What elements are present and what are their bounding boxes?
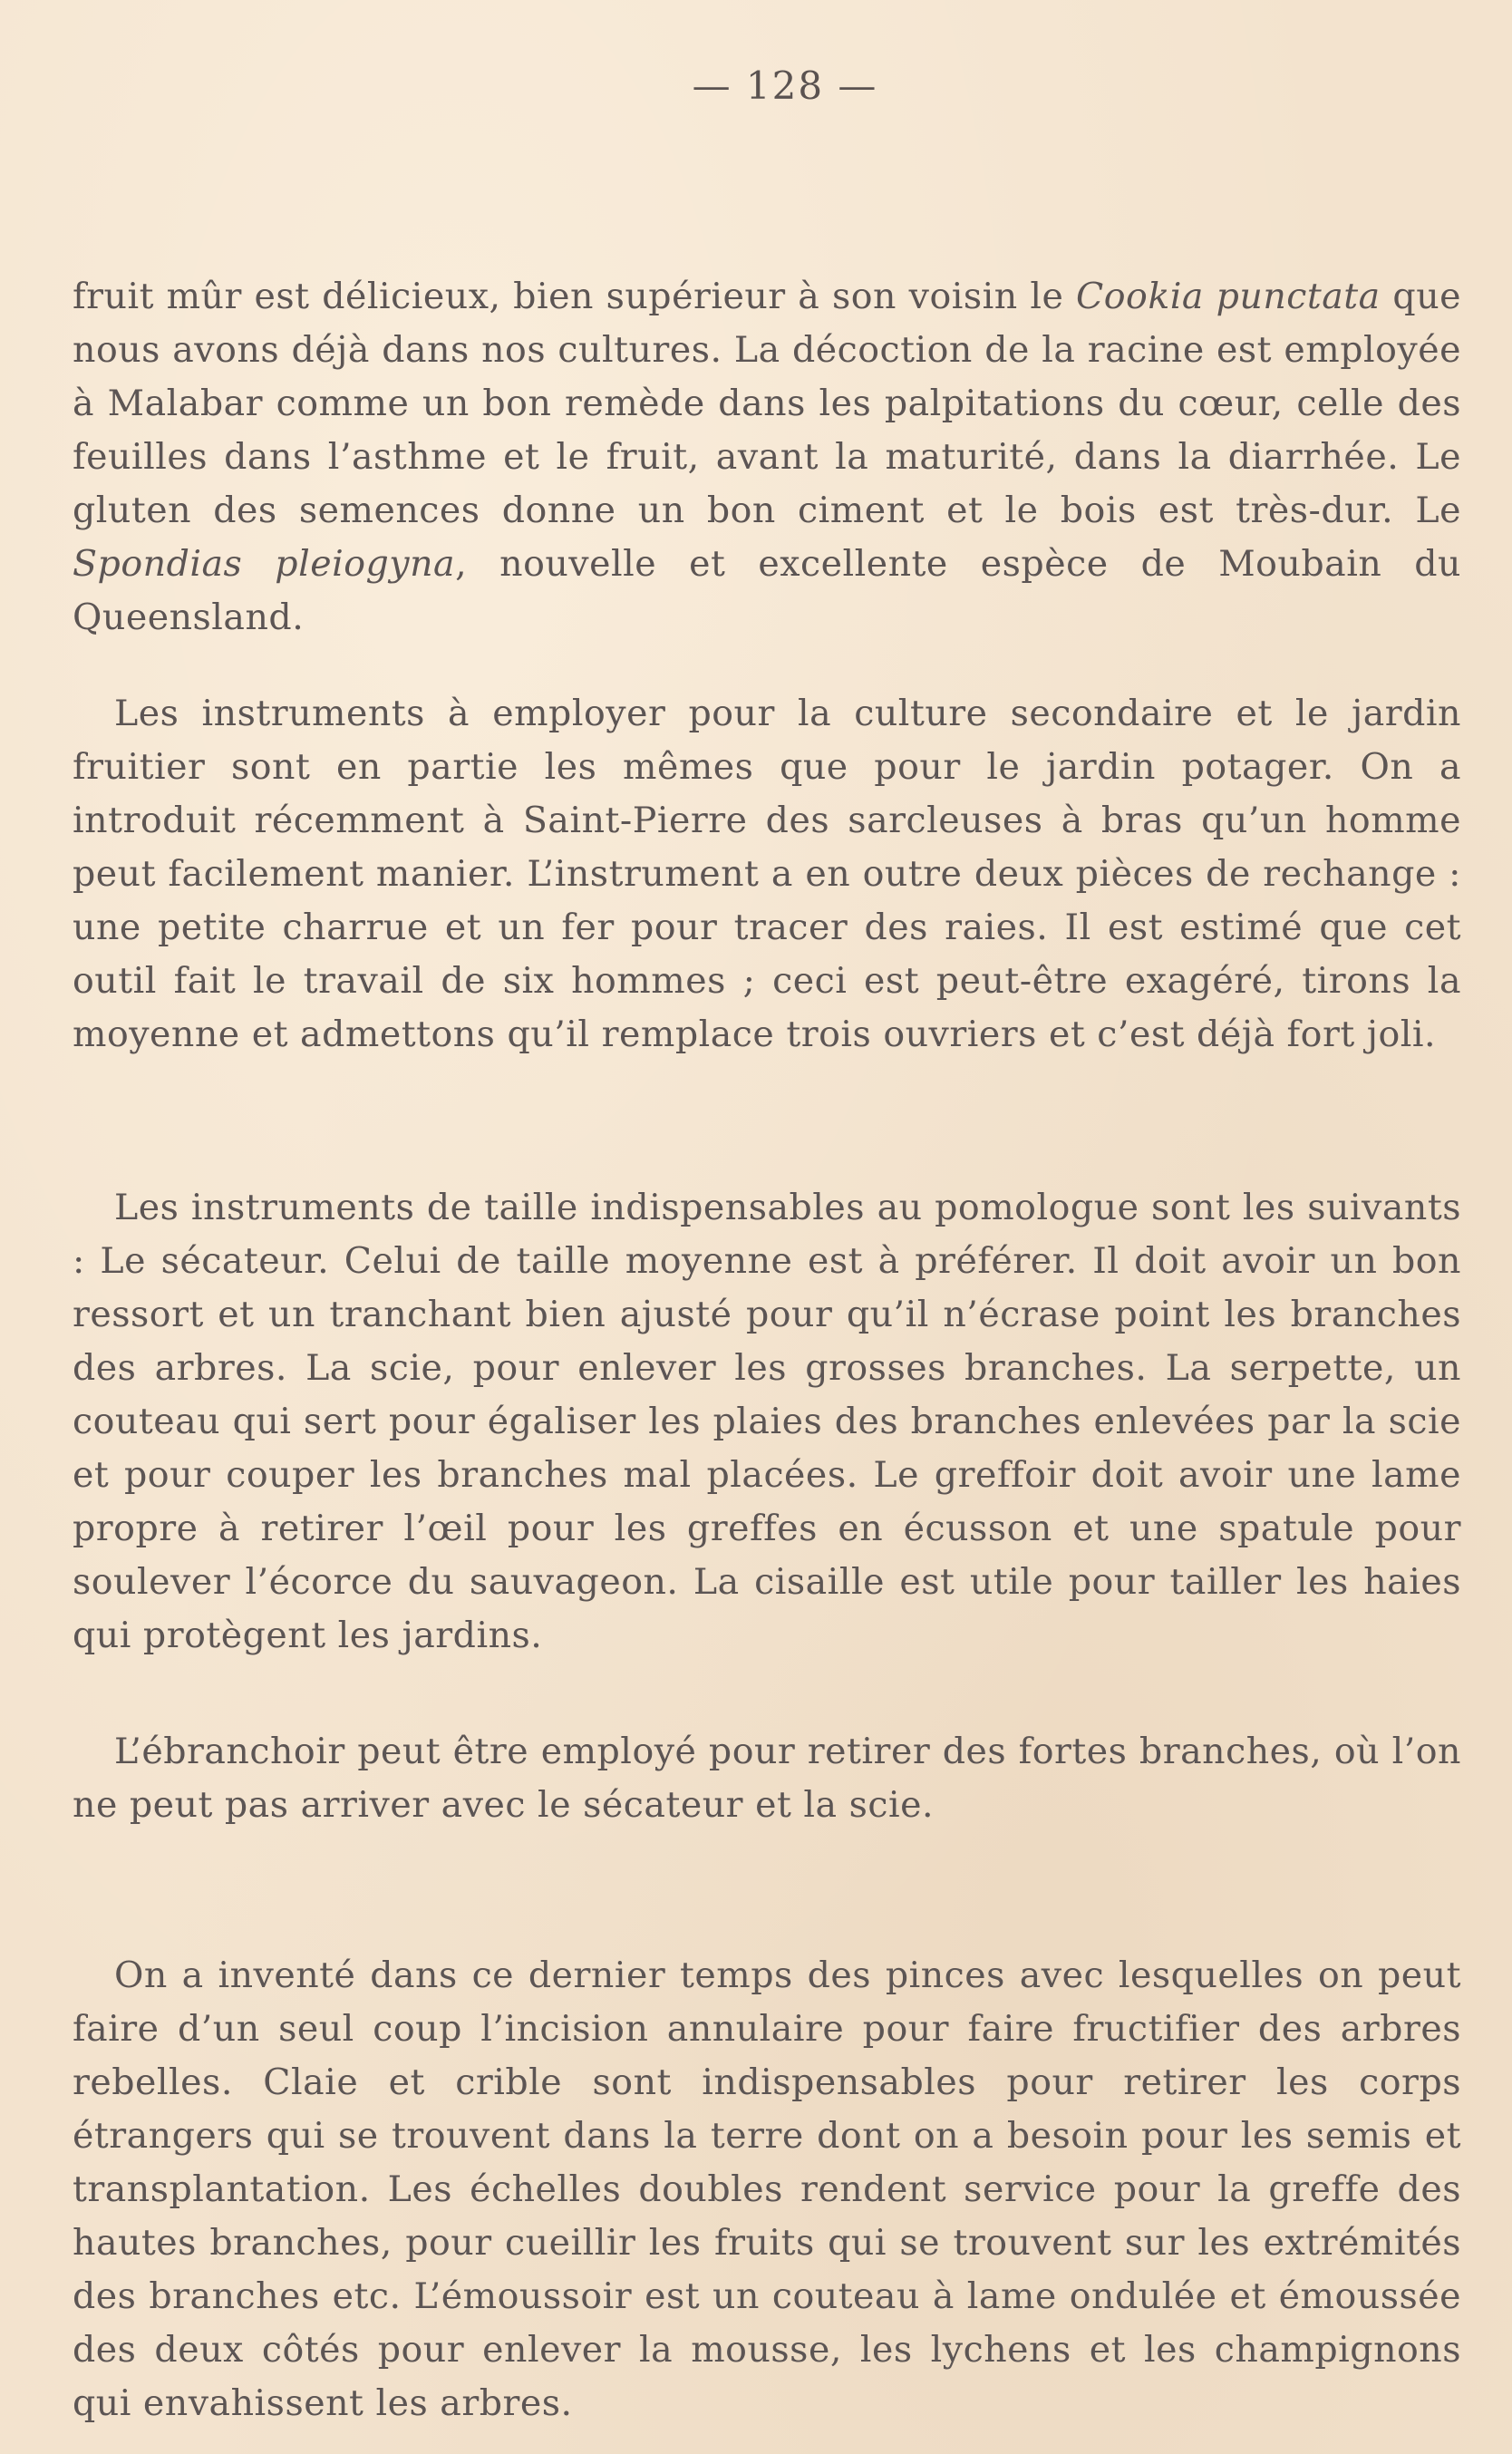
paragraph-ebranchoir: L’ébranchoir peut être employé pour retirer des fortes branches, où l’on ne peut pas arriver avec le sécateur et la scie. xyxy=(73,1730,1461,1826)
paragraph-1-text-b: que nous avons déjà dans nos cultures. La décoction de la racine est employée à Malabar comme un bon remède dans les palpitations du cœur, celle des feuilles dans l’asthme et le fruit, avant la maturité, dans la diarrhée. Le gluten des semences donne un bon ciment et le bois est très-dur. Le xyxy=(73,275,1462,531)
paragraph-1-text-c: , nouvelle et excellente espèce de Moubain du Queensland. xyxy=(73,542,1461,638)
paragraph-pinces: On a inventé dans ce dernier temps des pinces avec lesquelles on peut faire d’un seul coup l’incision annulaire pour faire fructifier des arbres rebelles. Claie et crible sont indispensables pour retirer les corps étrangers qui se trouvent dans la terre dont on a besoin pour les semis et transplantation. Les échelles doubles rendent service pour la greffe des hautes branches, pour cueillir les fruits qui se trouvent sur les extrémités des branches etc. L’émoussoir est un couteau à lame ondulée et émoussée des deux côtés pour enlever la mousse, les lychens et les champignons qui envahissent les arbres. xyxy=(73,1954,1461,2424)
paragraph-instruments-culture: Les instruments à employer pour la culture secondaire et le jardin fruitier sont en partie les mêmes que pour le jardin potager. On a introduit récemment à Saint-Pierre des sarcleuses à bras qu’un homme peut facilement manier. L’instrument a en outre deux pièces de rechange : une petite charrue et un fer pour tracer des raies. Il est estimé que cet outil fait le travail de six hommes ; ceci est peut-être exagéré, tirons la moyenne et admettons qu’il remplace trois ouvriers et c’est déjà fort joli. xyxy=(73,692,1461,1055)
species-name-spondias: Spondias pleiogyna xyxy=(73,542,456,585)
species-name-cookia: Cookia punctata xyxy=(1076,275,1381,317)
book-page xyxy=(73,63,1462,2424)
paragraph-1-text-a: fruit mûr est délicieux, bien supérieur à son voisin le xyxy=(73,275,1077,317)
paragraph-instruments-taille: Les instruments de taille indispensables au pomologue sont les suivants : Le sécateur. Celui de taille moyenne est à préférer. Il doit avoir un bon ressort et un tranchant bien ajusté pour qu’il n’écrase point les branches des arbres. La scie, pour enlever les grosses branches. La serpette, un couteau qui sert pour égaliser les plaies des branches enlevées par la scie et pour couper les branches mal placées. Le greffoir doit avoir une lame propre à retirer l’œil pour les greffes en écusson et une spatule pour soulever l’écorce du sauvageon. La cisaille est utile pour tailler les haies qui protègent les jardins. xyxy=(73,1186,1461,1656)
page-number: — 128 — xyxy=(692,63,878,108)
paragraph-1-continuation xyxy=(73,270,1461,645)
